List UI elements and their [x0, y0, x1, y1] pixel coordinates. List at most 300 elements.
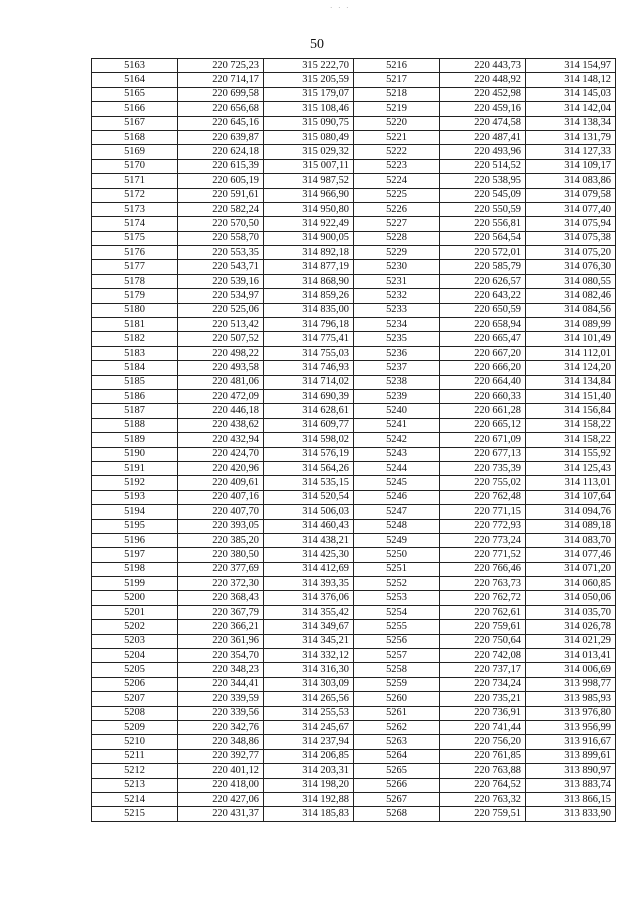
- point-number-left-cell: 5187: [92, 404, 178, 418]
- x-coordinate-left-cell: 220 725,23: [178, 59, 264, 73]
- table-row: [92, 389, 616, 403]
- point-number-right-cell: 5239: [354, 389, 440, 403]
- y-coordinate-right-cell: 313 976,80: [526, 706, 616, 720]
- y-coordinate-right-cell: 314 075,94: [526, 217, 616, 231]
- point-number-left-cell: 5199: [92, 577, 178, 591]
- x-coordinate-left-cell: 220 339,56: [178, 706, 264, 720]
- y-coordinate-left-cell: 314 460,43: [264, 519, 354, 533]
- point-number-left-cell: 5186: [92, 389, 178, 403]
- point-number-left-cell: 5180: [92, 303, 178, 317]
- x-coordinate-right-cell: 220 643,22: [440, 289, 526, 303]
- point-number-right-cell: 5219: [354, 102, 440, 116]
- table-row: [92, 792, 616, 806]
- table-row: [92, 231, 616, 245]
- table-row: [92, 620, 616, 634]
- x-coordinate-right-cell: 220 771,15: [440, 505, 526, 519]
- y-coordinate-left-cell: 314 746,93: [264, 361, 354, 375]
- point-number-right-cell: 5268: [354, 807, 440, 821]
- point-number-left-cell: 5198: [92, 562, 178, 576]
- x-coordinate-left-cell: 220 570,50: [178, 217, 264, 231]
- x-coordinate-right-cell: 220 766,46: [440, 562, 526, 576]
- y-coordinate-left-cell: 314 255,53: [264, 706, 354, 720]
- x-coordinate-right-cell: 220 538,95: [440, 174, 526, 188]
- y-coordinate-left-cell: 314 796,18: [264, 318, 354, 332]
- y-coordinate-right-cell: 314 142,04: [526, 102, 616, 116]
- y-coordinate-right-cell: 314 154,97: [526, 59, 616, 73]
- table-row: [92, 116, 616, 130]
- y-coordinate-right-cell: 314 083,70: [526, 533, 616, 547]
- x-coordinate-right-cell: 220 658,94: [440, 318, 526, 332]
- table-row: [92, 735, 616, 749]
- y-coordinate-left-cell: 314 203,31: [264, 764, 354, 778]
- x-coordinate-right-cell: 220 750,64: [440, 634, 526, 648]
- y-coordinate-right-cell: 313 833,90: [526, 807, 616, 821]
- table-row: [92, 634, 616, 648]
- x-coordinate-left-cell: 220 401,12: [178, 764, 264, 778]
- y-coordinate-right-cell: 314 107,64: [526, 490, 616, 504]
- y-coordinate-left-cell: 314 598,02: [264, 433, 354, 447]
- x-coordinate-left-cell: 220 624,18: [178, 145, 264, 159]
- x-coordinate-left-cell: 220 446,18: [178, 404, 264, 418]
- y-coordinate-left-cell: 314 775,41: [264, 332, 354, 346]
- y-coordinate-right-cell: 314 151,40: [526, 389, 616, 403]
- table-row: [92, 663, 616, 677]
- table-row: [92, 174, 616, 188]
- point-number-left-cell: 5167: [92, 116, 178, 130]
- y-coordinate-left-cell: 314 345,21: [264, 634, 354, 648]
- x-coordinate-right-cell: 220 459,16: [440, 102, 526, 116]
- y-coordinate-right-cell: 314 155,92: [526, 447, 616, 461]
- x-coordinate-right-cell: 220 762,48: [440, 490, 526, 504]
- x-coordinate-left-cell: 220 615,39: [178, 159, 264, 173]
- point-number-left-cell: 5175: [92, 231, 178, 245]
- x-coordinate-left-cell: 220 377,69: [178, 562, 264, 576]
- point-number-right-cell: 5222: [354, 145, 440, 159]
- point-number-right-cell: 5252: [354, 577, 440, 591]
- point-number-right-cell: 5229: [354, 246, 440, 260]
- table-row: [92, 159, 616, 173]
- x-coordinate-left-cell: 220 424,70: [178, 447, 264, 461]
- x-coordinate-right-cell: 220 667,20: [440, 346, 526, 360]
- y-coordinate-left-cell: 314 877,19: [264, 260, 354, 274]
- x-coordinate-left-cell: 220 432,94: [178, 433, 264, 447]
- y-coordinate-left-cell: 315 205,59: [264, 73, 354, 87]
- point-number-left-cell: 5163: [92, 59, 178, 73]
- point-number-left-cell: 5201: [92, 605, 178, 619]
- y-coordinate-right-cell: 313 899,61: [526, 749, 616, 763]
- y-coordinate-left-cell: 314 966,90: [264, 188, 354, 202]
- y-coordinate-left-cell: 314 412,69: [264, 562, 354, 576]
- point-number-right-cell: 5234: [354, 318, 440, 332]
- point-number-right-cell: 5261: [354, 706, 440, 720]
- x-coordinate-right-cell: 220 664,40: [440, 375, 526, 389]
- y-coordinate-left-cell: 314 892,18: [264, 246, 354, 260]
- point-number-right-cell: 5256: [354, 634, 440, 648]
- x-coordinate-left-cell: 220 380,50: [178, 548, 264, 562]
- x-coordinate-left-cell: 220 438,62: [178, 418, 264, 432]
- point-number-left-cell: 5194: [92, 505, 178, 519]
- point-number-right-cell: 5218: [354, 87, 440, 101]
- y-coordinate-right-cell: 313 916,67: [526, 735, 616, 749]
- y-coordinate-left-cell: 314 376,06: [264, 591, 354, 605]
- table-row: [92, 447, 616, 461]
- point-number-right-cell: 5224: [354, 174, 440, 188]
- point-number-right-cell: 5226: [354, 202, 440, 216]
- x-coordinate-right-cell: 220 763,88: [440, 764, 526, 778]
- y-coordinate-left-cell: 314 192,88: [264, 792, 354, 806]
- x-coordinate-left-cell: 220 407,16: [178, 490, 264, 504]
- point-number-right-cell: 5245: [354, 476, 440, 490]
- point-number-right-cell: 5238: [354, 375, 440, 389]
- point-number-left-cell: 5207: [92, 692, 178, 706]
- point-number-right-cell: 5236: [354, 346, 440, 360]
- point-number-left-cell: 5176: [92, 246, 178, 260]
- point-number-left-cell: 5166: [92, 102, 178, 116]
- y-coordinate-left-cell: 314 185,83: [264, 807, 354, 821]
- x-coordinate-left-cell: 220 348,86: [178, 735, 264, 749]
- x-coordinate-left-cell: 220 367,79: [178, 605, 264, 619]
- x-coordinate-right-cell: 220 487,41: [440, 130, 526, 144]
- table-row: [92, 289, 616, 303]
- point-number-right-cell: 5232: [354, 289, 440, 303]
- y-coordinate-right-cell: 314 060,85: [526, 577, 616, 591]
- y-coordinate-right-cell: 314 080,55: [526, 274, 616, 288]
- x-coordinate-left-cell: 220 427,06: [178, 792, 264, 806]
- point-number-left-cell: 5215: [92, 807, 178, 821]
- table-row: [92, 605, 616, 619]
- point-number-left-cell: 5195: [92, 519, 178, 533]
- y-coordinate-left-cell: 315 222,70: [264, 59, 354, 73]
- x-coordinate-right-cell: 220 474,58: [440, 116, 526, 130]
- x-coordinate-right-cell: 220 742,08: [440, 649, 526, 663]
- y-coordinate-right-cell: 313 883,74: [526, 778, 616, 792]
- point-number-right-cell: 5247: [354, 505, 440, 519]
- x-coordinate-right-cell: 220 443,73: [440, 59, 526, 73]
- x-coordinate-left-cell: 220 513,42: [178, 318, 264, 332]
- x-coordinate-right-cell: 220 626,57: [440, 274, 526, 288]
- table-row: [92, 145, 616, 159]
- y-coordinate-right-cell: 313 890,97: [526, 764, 616, 778]
- y-coordinate-left-cell: 314 303,09: [264, 677, 354, 691]
- y-coordinate-right-cell: 314 156,84: [526, 404, 616, 418]
- x-coordinate-right-cell: 220 661,28: [440, 404, 526, 418]
- y-coordinate-left-cell: 314 628,61: [264, 404, 354, 418]
- x-coordinate-left-cell: 220 339,59: [178, 692, 264, 706]
- table-row: [92, 577, 616, 591]
- point-number-left-cell: 5190: [92, 447, 178, 461]
- table-row: [92, 418, 616, 432]
- x-coordinate-right-cell: 220 545,09: [440, 188, 526, 202]
- y-coordinate-right-cell: 314 125,43: [526, 461, 616, 475]
- y-coordinate-right-cell: 314 094,76: [526, 505, 616, 519]
- x-coordinate-left-cell: 220 534,97: [178, 289, 264, 303]
- x-coordinate-right-cell: 220 772,93: [440, 519, 526, 533]
- y-coordinate-left-cell: 314 755,03: [264, 346, 354, 360]
- point-number-right-cell: 5221: [354, 130, 440, 144]
- point-number-left-cell: 5205: [92, 663, 178, 677]
- x-coordinate-right-cell: 220 564,54: [440, 231, 526, 245]
- y-coordinate-right-cell: 314 131,79: [526, 130, 616, 144]
- point-number-left-cell: 5196: [92, 533, 178, 547]
- point-number-right-cell: 5233: [354, 303, 440, 317]
- table-row: [92, 361, 616, 375]
- point-number-left-cell: 5171: [92, 174, 178, 188]
- x-coordinate-right-cell: 220 585,79: [440, 260, 526, 274]
- y-coordinate-left-cell: 314 316,30: [264, 663, 354, 677]
- y-coordinate-right-cell: 314 050,06: [526, 591, 616, 605]
- x-coordinate-right-cell: 220 514,52: [440, 159, 526, 173]
- y-coordinate-left-cell: 314 349,67: [264, 620, 354, 634]
- point-number-right-cell: 5246: [354, 490, 440, 504]
- x-coordinate-right-cell: 220 762,61: [440, 605, 526, 619]
- table-row: [92, 246, 616, 260]
- point-number-left-cell: 5203: [92, 634, 178, 648]
- point-number-right-cell: 5235: [354, 332, 440, 346]
- x-coordinate-left-cell: 220 645,16: [178, 116, 264, 130]
- x-coordinate-left-cell: 220 354,70: [178, 649, 264, 663]
- y-coordinate-right-cell: 314 158,22: [526, 418, 616, 432]
- x-coordinate-right-cell: 220 736,91: [440, 706, 526, 720]
- y-coordinate-left-cell: 314 835,00: [264, 303, 354, 317]
- x-coordinate-right-cell: 220 735,21: [440, 692, 526, 706]
- x-coordinate-right-cell: 220 763,32: [440, 792, 526, 806]
- point-number-right-cell: 5266: [354, 778, 440, 792]
- x-coordinate-right-cell: 220 550,59: [440, 202, 526, 216]
- table-row: [92, 274, 616, 288]
- point-number-left-cell: 5193: [92, 490, 178, 504]
- x-coordinate-right-cell: 220 452,98: [440, 87, 526, 101]
- x-coordinate-left-cell: 220 344,41: [178, 677, 264, 691]
- point-number-left-cell: 5191: [92, 461, 178, 475]
- x-coordinate-right-cell: 220 761,85: [440, 749, 526, 763]
- y-coordinate-left-cell: 314 859,26: [264, 289, 354, 303]
- point-number-right-cell: 5217: [354, 73, 440, 87]
- x-coordinate-left-cell: 220 699,58: [178, 87, 264, 101]
- point-number-left-cell: 5173: [92, 202, 178, 216]
- point-number-right-cell: 5223: [354, 159, 440, 173]
- point-number-left-cell: 5213: [92, 778, 178, 792]
- point-number-left-cell: 5178: [92, 274, 178, 288]
- y-coordinate-right-cell: 314 112,01: [526, 346, 616, 360]
- x-coordinate-right-cell: 220 660,33: [440, 389, 526, 403]
- x-coordinate-left-cell: 220 493,58: [178, 361, 264, 375]
- point-number-right-cell: 5257: [354, 649, 440, 663]
- x-coordinate-left-cell: 220 348,23: [178, 663, 264, 677]
- table-row: [92, 130, 616, 144]
- table-row: [92, 677, 616, 691]
- y-coordinate-left-cell: 315 080,49: [264, 130, 354, 144]
- y-coordinate-right-cell: 314 124,20: [526, 361, 616, 375]
- y-coordinate-left-cell: 314 714,02: [264, 375, 354, 389]
- table-row: [92, 188, 616, 202]
- x-coordinate-left-cell: 220 472,09: [178, 389, 264, 403]
- y-coordinate-right-cell: 314 079,58: [526, 188, 616, 202]
- point-number-right-cell: 5243: [354, 447, 440, 461]
- x-coordinate-right-cell: 220 448,92: [440, 73, 526, 87]
- x-coordinate-right-cell: 220 762,72: [440, 591, 526, 605]
- point-number-right-cell: 5240: [354, 404, 440, 418]
- x-coordinate-right-cell: 220 764,52: [440, 778, 526, 792]
- x-coordinate-left-cell: 220 591,61: [178, 188, 264, 202]
- point-number-left-cell: 5165: [92, 87, 178, 101]
- x-coordinate-left-cell: 220 525,06: [178, 303, 264, 317]
- point-number-right-cell: 5230: [354, 260, 440, 274]
- x-coordinate-right-cell: 220 759,51: [440, 807, 526, 821]
- x-coordinate-left-cell: 220 543,71: [178, 260, 264, 274]
- y-coordinate-left-cell: 314 206,85: [264, 749, 354, 763]
- x-coordinate-left-cell: 220 539,16: [178, 274, 264, 288]
- point-number-left-cell: 5164: [92, 73, 178, 87]
- point-number-left-cell: 5211: [92, 749, 178, 763]
- table-row: [92, 548, 616, 562]
- y-coordinate-right-cell: 314 077,46: [526, 548, 616, 562]
- y-coordinate-left-cell: 314 265,56: [264, 692, 354, 706]
- table-row: [92, 404, 616, 418]
- point-number-left-cell: 5179: [92, 289, 178, 303]
- x-coordinate-left-cell: 220 639,87: [178, 130, 264, 144]
- y-coordinate-left-cell: 314 332,12: [264, 649, 354, 663]
- x-coordinate-left-cell: 220 418,00: [178, 778, 264, 792]
- y-coordinate-right-cell: 313 866,15: [526, 792, 616, 806]
- point-number-right-cell: 5250: [354, 548, 440, 562]
- x-coordinate-left-cell: 220 392,77: [178, 749, 264, 763]
- x-coordinate-right-cell: 220 763,73: [440, 577, 526, 591]
- y-coordinate-right-cell: 314 021,29: [526, 634, 616, 648]
- point-number-right-cell: 5260: [354, 692, 440, 706]
- point-number-left-cell: 5209: [92, 720, 178, 734]
- table-row: [92, 505, 616, 519]
- y-coordinate-right-cell: 314 138,34: [526, 116, 616, 130]
- y-coordinate-left-cell: 315 090,75: [264, 116, 354, 130]
- point-number-left-cell: 5200: [92, 591, 178, 605]
- y-coordinate-left-cell: 314 609,77: [264, 418, 354, 432]
- point-number-right-cell: 5254: [354, 605, 440, 619]
- table-row: [92, 706, 616, 720]
- x-coordinate-right-cell: 220 556,81: [440, 217, 526, 231]
- table-row: [92, 318, 616, 332]
- x-coordinate-left-cell: 220 498,22: [178, 346, 264, 360]
- x-coordinate-right-cell: 220 759,61: [440, 620, 526, 634]
- table-row: [92, 202, 616, 216]
- y-coordinate-left-cell: 314 950,80: [264, 202, 354, 216]
- y-coordinate-right-cell: 314 035,70: [526, 605, 616, 619]
- y-coordinate-right-cell: 314 089,18: [526, 519, 616, 533]
- y-coordinate-right-cell: 314 076,30: [526, 260, 616, 274]
- point-number-right-cell: 5244: [354, 461, 440, 475]
- scan-artifact: · · ·: [330, 4, 351, 12]
- point-number-left-cell: 5189: [92, 433, 178, 447]
- y-coordinate-right-cell: 314 077,40: [526, 202, 616, 216]
- point-number-right-cell: 5228: [354, 231, 440, 245]
- y-coordinate-right-cell: 314 127,33: [526, 145, 616, 159]
- x-coordinate-left-cell: 220 407,70: [178, 505, 264, 519]
- y-coordinate-left-cell: 314 520,54: [264, 490, 354, 504]
- y-coordinate-left-cell: 314 245,67: [264, 720, 354, 734]
- table-row: [92, 461, 616, 475]
- y-coordinate-right-cell: 314 083,86: [526, 174, 616, 188]
- table-row: [92, 764, 616, 778]
- y-coordinate-left-cell: 314 535,15: [264, 476, 354, 490]
- table-row: [92, 749, 616, 763]
- x-coordinate-left-cell: 220 507,52: [178, 332, 264, 346]
- y-coordinate-right-cell: 314 006,69: [526, 663, 616, 677]
- x-coordinate-left-cell: 220 558,70: [178, 231, 264, 245]
- y-coordinate-right-cell: 314 109,17: [526, 159, 616, 173]
- y-coordinate-right-cell: 314 071,20: [526, 562, 616, 576]
- x-coordinate-left-cell: 220 361,96: [178, 634, 264, 648]
- point-number-right-cell: 5262: [354, 720, 440, 734]
- coordinates-table: [91, 58, 616, 822]
- table-row: [92, 346, 616, 360]
- point-number-right-cell: 5237: [354, 361, 440, 375]
- x-coordinate-left-cell: 220 431,37: [178, 807, 264, 821]
- y-coordinate-left-cell: 314 900,05: [264, 231, 354, 245]
- table-row: [92, 59, 616, 73]
- point-number-left-cell: 5204: [92, 649, 178, 663]
- y-coordinate-left-cell: 314 506,03: [264, 505, 354, 519]
- point-number-left-cell: 5188: [92, 418, 178, 432]
- y-coordinate-left-cell: 314 393,35: [264, 577, 354, 591]
- y-coordinate-right-cell: 314 075,20: [526, 246, 616, 260]
- x-coordinate-right-cell: 220 755,02: [440, 476, 526, 490]
- x-coordinate-left-cell: 220 605,19: [178, 174, 264, 188]
- y-coordinate-left-cell: 315 108,46: [264, 102, 354, 116]
- table-row: [92, 217, 616, 231]
- table-row: [92, 73, 616, 87]
- table-row: [92, 490, 616, 504]
- point-number-right-cell: 5249: [354, 533, 440, 547]
- y-coordinate-right-cell: 314 075,38: [526, 231, 616, 245]
- y-coordinate-right-cell: 313 956,99: [526, 720, 616, 734]
- x-coordinate-left-cell: 220 409,61: [178, 476, 264, 490]
- point-number-left-cell: 5214: [92, 792, 178, 806]
- y-coordinate-left-cell: 314 198,20: [264, 778, 354, 792]
- y-coordinate-right-cell: 313 985,93: [526, 692, 616, 706]
- point-number-left-cell: 5168: [92, 130, 178, 144]
- y-coordinate-right-cell: 314 013,41: [526, 649, 616, 663]
- y-coordinate-right-cell: 314 101,49: [526, 332, 616, 346]
- y-coordinate-left-cell: 314 438,21: [264, 533, 354, 547]
- x-coordinate-right-cell: 220 735,39: [440, 461, 526, 475]
- table-row: [92, 260, 616, 274]
- point-number-left-cell: 5185: [92, 375, 178, 389]
- x-coordinate-right-cell: 220 665,47: [440, 332, 526, 346]
- x-coordinate-left-cell: 220 714,17: [178, 73, 264, 87]
- point-number-right-cell: 5227: [354, 217, 440, 231]
- table-row: [92, 720, 616, 734]
- y-coordinate-left-cell: 314 987,52: [264, 174, 354, 188]
- point-number-right-cell: 5248: [354, 519, 440, 533]
- x-coordinate-left-cell: 220 582,24: [178, 202, 264, 216]
- point-number-left-cell: 5182: [92, 332, 178, 346]
- x-coordinate-left-cell: 220 368,43: [178, 591, 264, 605]
- point-number-right-cell: 5255: [354, 620, 440, 634]
- y-coordinate-right-cell: 314 148,12: [526, 73, 616, 87]
- x-coordinate-right-cell: 220 756,20: [440, 735, 526, 749]
- y-coordinate-left-cell: 314 868,90: [264, 274, 354, 288]
- x-coordinate-left-cell: 220 385,20: [178, 533, 264, 547]
- page-number: 50: [310, 37, 324, 52]
- x-coordinate-right-cell: 220 572,01: [440, 246, 526, 260]
- point-number-right-cell: 5225: [354, 188, 440, 202]
- point-number-right-cell: 5241: [354, 418, 440, 432]
- x-coordinate-right-cell: 220 737,17: [440, 663, 526, 677]
- point-number-right-cell: 5220: [354, 116, 440, 130]
- y-coordinate-right-cell: 314 084,56: [526, 303, 616, 317]
- table-row: [92, 332, 616, 346]
- point-number-left-cell: 5192: [92, 476, 178, 490]
- table-row: [92, 519, 616, 533]
